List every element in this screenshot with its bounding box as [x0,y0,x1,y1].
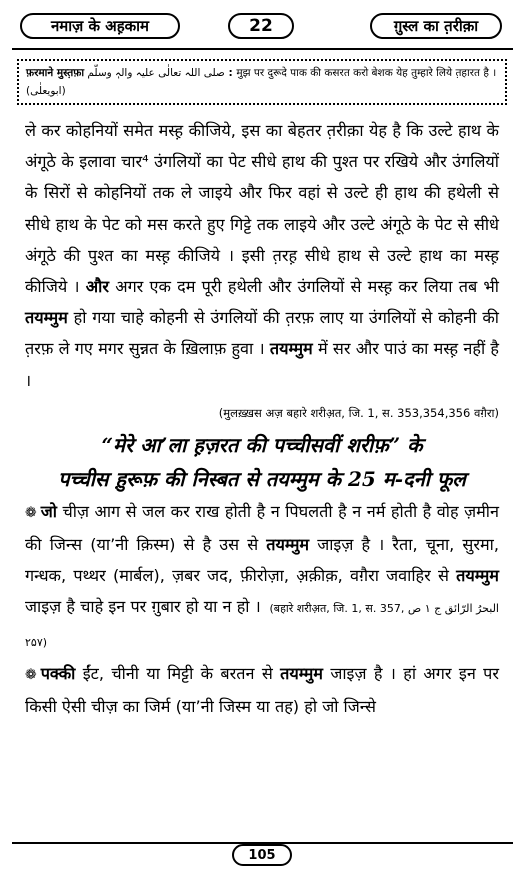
heading-line-1: “मेरे आ’ला ह़ज़रत की पच्चीसवीं शरीफ़” के [101,432,423,457]
point-2 [25,658,499,722]
point2-bold: पक्की [40,663,76,683]
notice-arabic-salutation: صلی اللہ تعالٰی علیہ والہٖ وسلّم [87,67,225,79]
section-heading [25,428,499,496]
point-1 [25,496,499,658]
point1-bold-tayammum-2: तयम्मुम [456,566,499,586]
para1-bold-tayammum-2: तयम्मुम [269,339,313,359]
point2-text2: जाइज़ है । हां अगर इन पर किसी ऐसी चीज़ का जिर्म (या’नी जिस्म या तह) हो जो जिन्से [25,663,499,717]
page-body [25,115,499,722]
notice-label: फ़रमाने मुस्त़फ़ा [26,67,85,79]
footer-page-number: 105 [232,844,292,866]
point2-text: ईंट, चीनी या मिट्टी के बरतन से [82,663,273,683]
notice-text: मुझ पर दुरूदे पाक की कसरत करो बेशक येह तुम्हारे लिये त़हारत है । (ابویعلٰی) [26,67,497,97]
para1-text4: में सर और पाउं का मस्ह़ नहीं है । [25,339,500,390]
header-chapter-title: ग़ुस्ल का त़रीक़ा [370,13,502,39]
flower-bullet-icon: ❁ [25,666,37,683]
para1-bold-aur: और [85,277,109,297]
heading-line-2: पच्चीस ह़ुरूफ़ की निस्बत से तयम्मुम के 25 म-दनी फूल [58,466,466,491]
para1-text: ले कर कोहनियों समेत मस्ह़ कीजिये, इस का बेहतर त़रीक़ा येह है कि उल्टे हाथ के अंगूठे के इलावा चार⁴ उंगलियों का पेट सीधे हाथ की पुश्त पर रखिये और उंगलियों के सिरों से कोहनियों तक ले जाइये और फिर वहां से उल्टे ही हाथ की हथेली से सीधे हाथ के पेट को मस करते हुए गिट्टे तक लाइये और उल्टे अंगूठे के पेट से सीधे अंगूठे की पुश्त का मस्ह़ कीजिये । इसी त़रह़ सीधे हाथ से उल्टे हाथ का मस्ह़ कीजिये । [25,121,499,297]
point1-text: चीज़ आग से जल कर राख होती है न पिघलती है न नर्म होती है वोह ज़मीन की जिन्स (या’नी क़िस्म) से है उस से [25,501,499,555]
para1-bold-tayammum: तयम्मुम [25,308,68,328]
point1-text2: जाइज़ है । रैता, चूना, सुरमा, गन्धक, पथ्थर (मार्बल), ज़बर जद, फ़ीरोज़ा, अ़क़ीक़, वग़ैरा जवाहिर से [25,535,499,586]
point1-bold: जो [40,501,57,521]
point1-text3: जाइज़ है चाहे इन पर ग़ुबार हो या न हो । [25,597,261,617]
para1-text3: हो गया चाहे कोहनी से उंगलियों की त़रफ़ लाए या उंगलियों से कोहनी की त़रफ़ ले गए मगर सुन्नत के ख़िलाफ़ हुवा । [25,308,499,359]
point1-source: (बहारे शरीअ़त, जि. 1, स. 357, البحرُ الرّائق ج ۱ ص ۲۵۷) [25,602,499,649]
notice-separator: : [224,67,237,79]
point2-bold-tayammum: तयम्मुम [280,663,323,683]
header-book-title: नमाज़ के अह़काम [20,13,180,39]
para1-text2: अगर एक दम पूरी हथेली और उंगलियों से मस्ह़ कर लिया तब भी [115,277,499,297]
header-page-number: 22 [228,13,294,39]
header-rule [12,48,513,50]
point1-bold-tayammum: तयम्मुम [266,535,310,555]
source-citation-1: (मुलख़्ख़स अज़ बहारे शरीअ़त, जि. 1, स. 353,354,356 वग़ैरा) [218,405,499,420]
paragraph-masah-method [25,115,499,396]
hadith-notice-box [17,59,507,105]
flower-bullet-icon: ❁ [25,504,37,521]
